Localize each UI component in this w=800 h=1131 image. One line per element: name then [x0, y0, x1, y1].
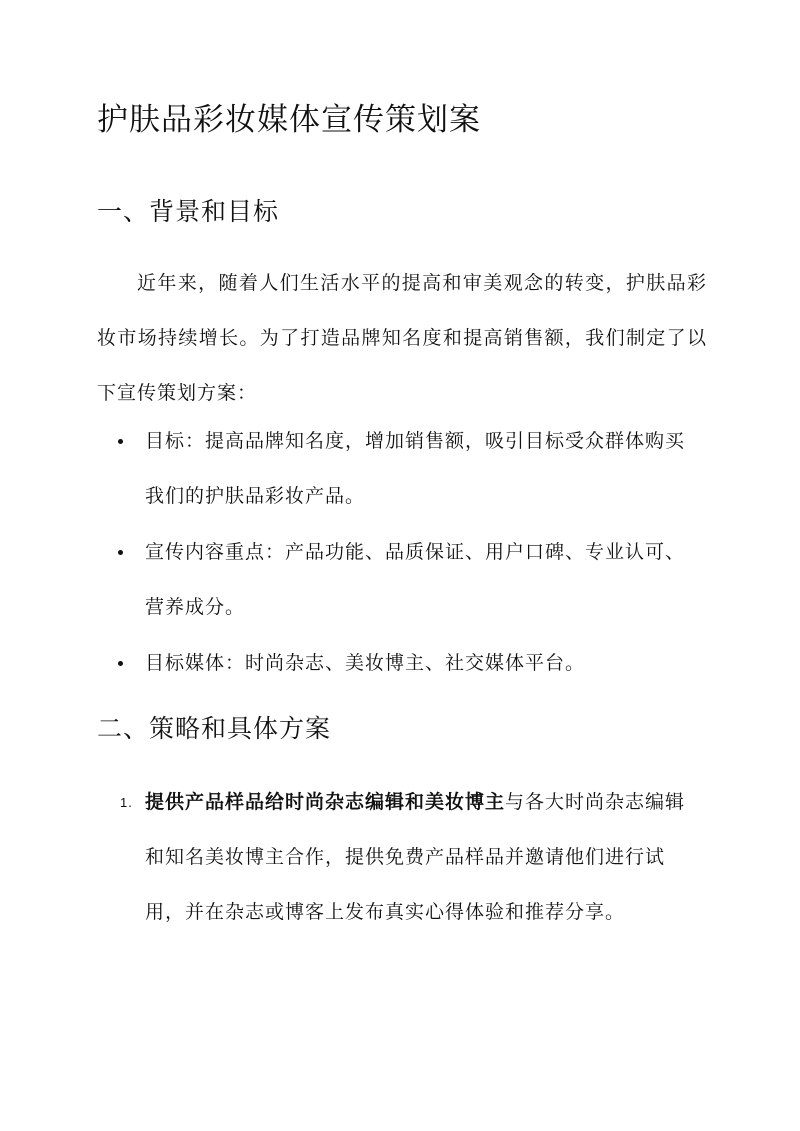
numbered-item-samples	[120, 775, 700, 940]
bullet-text: 宣传内容重点：产品功能、品质保证、用户口碑、专业认可、营养成分。	[145, 541, 686, 618]
section-heading-background: 一、背景和目标	[97, 197, 280, 226]
numbered-item-bold-lead: 提供产品样品给时尚杂志编辑和美妆博主	[145, 791, 506, 813]
numbered-item-text	[145, 775, 700, 940]
numbered-item-body: 与各大时尚杂志编辑和知名美妆博主合作，提供免费产品样品并邀请他们进行试用，并在杂志或博客上发布真实心得体验和推荐分享。	[145, 791, 686, 923]
bullet-text: 目标：提高品牌知名度，增加销售额，吸引目标受众群体购买我们的护肤品彩妆产品。	[145, 430, 686, 507]
section-heading-strategy: 二、策略和具体方案	[97, 714, 332, 743]
bullet-text: 目标媒体：时尚杂志、美妆博主、社交媒体平台。	[145, 652, 586, 674]
item-number: 1.	[120, 795, 133, 810]
bullet-dot-icon	[118, 550, 123, 555]
background-paragraph: 近年来，随着人们生活水平的提高和审美观念的转变，护肤品彩妆市场持续增长。为了打造品牌知名度和提高销售额，我们制定了以下宣传策划方案：	[97, 272, 707, 404]
bullet-item-goal	[118, 414, 698, 524]
bullet-dot-icon	[118, 661, 123, 666]
bullet-dot-icon	[118, 439, 123, 444]
bullet-item-content-focus	[118, 525, 698, 635]
document-title: 护肤品彩妆媒体宣传策划案	[97, 102, 481, 138]
bullet-item-target-media	[118, 636, 698, 691]
